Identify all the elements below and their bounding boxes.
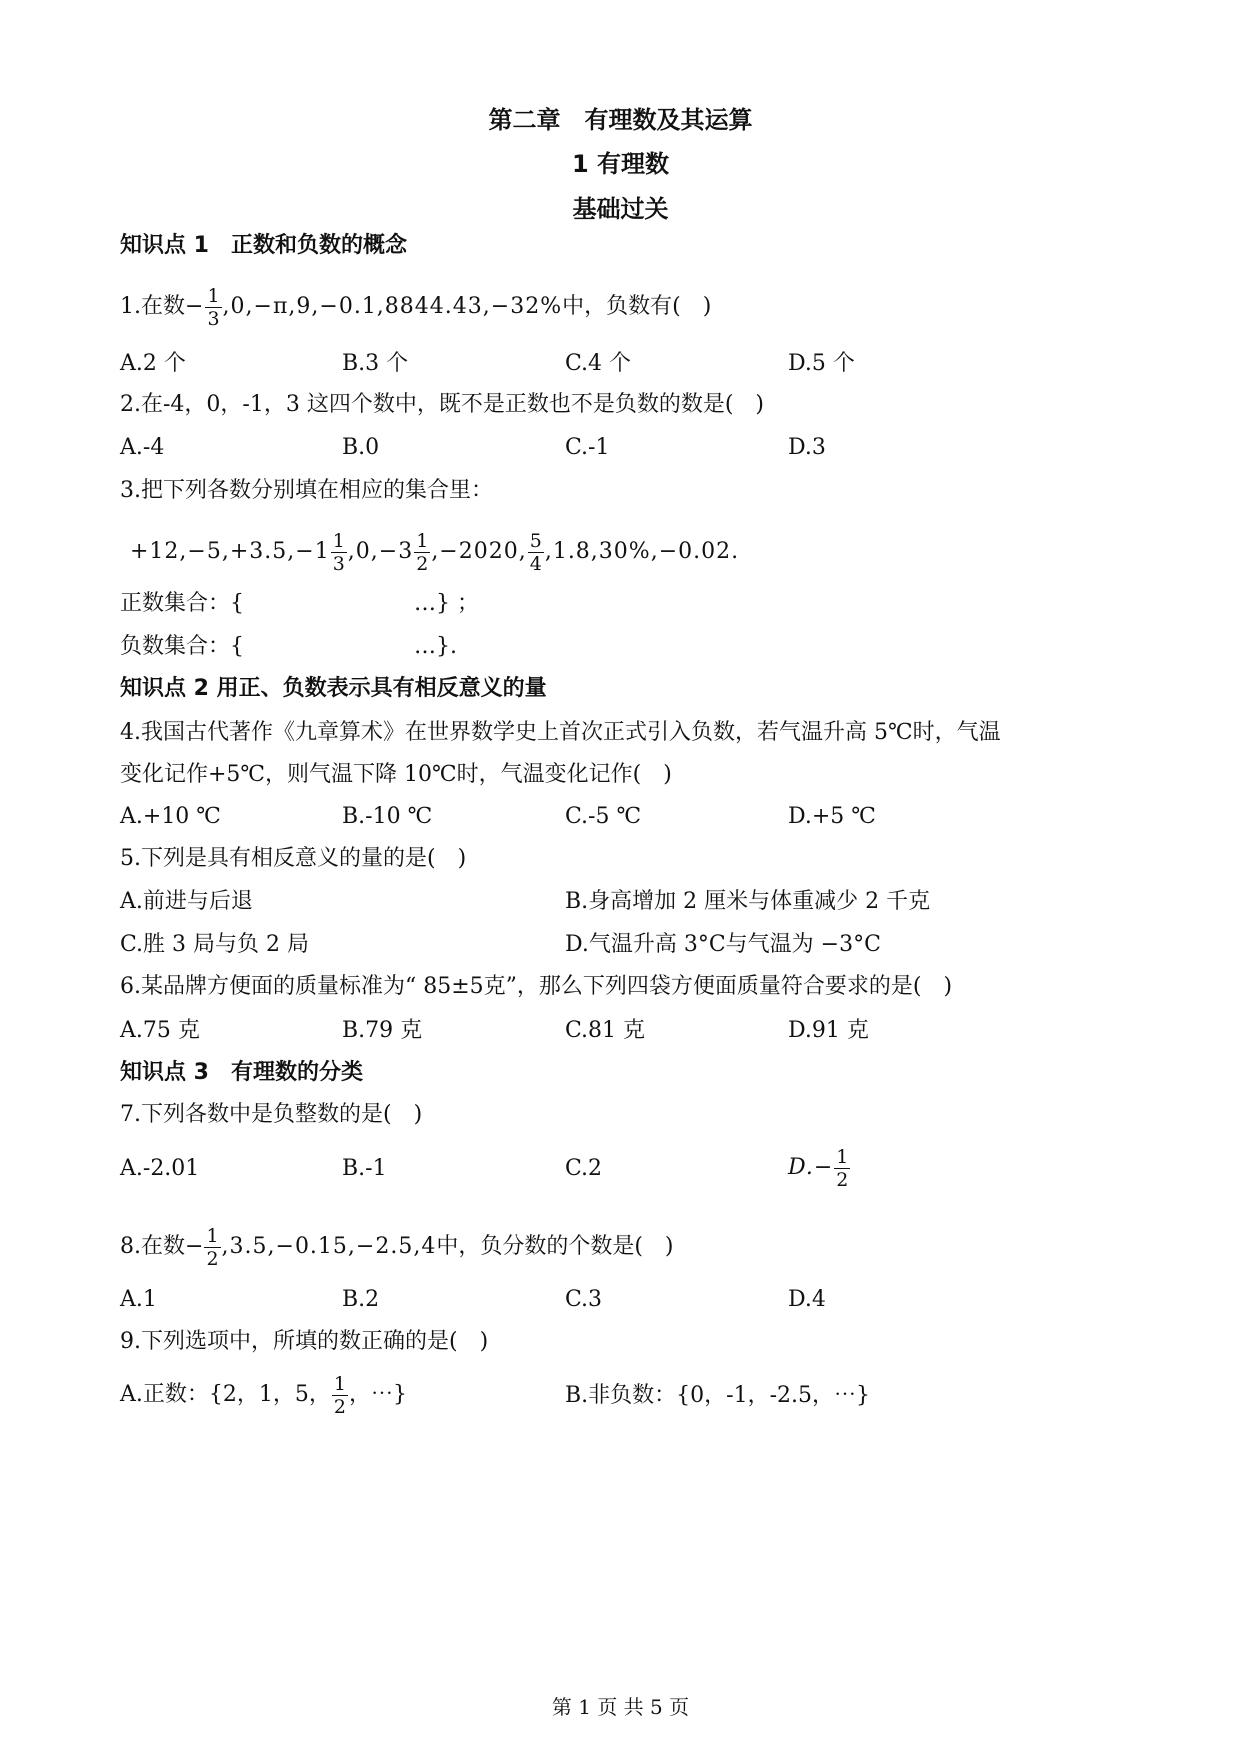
q3-part-3: ,−2020, <box>431 539 527 564</box>
q1-frac-num: 1 <box>207 284 220 307</box>
q1-suffix: 中，负数有( ) <box>562 294 712 319</box>
q3-number-list <box>130 527 739 577</box>
q4-option-d: D.+5 ℃ <box>788 804 876 829</box>
q3-fraction-3 <box>528 530 544 575</box>
q6-option-c: C.81 克 <box>565 1018 646 1043</box>
q5-option-c: C.胜 3 局与负 2 局 <box>120 932 310 957</box>
q4-option-b: B.-10 ℃ <box>342 804 433 829</box>
question-1 <box>120 282 711 332</box>
q3-f3-den: 4 <box>529 552 542 575</box>
q8-option-d: D.4 <box>788 1287 826 1312</box>
q1-prefix: 1.在数 <box>120 294 185 319</box>
q7-d-prefix: D.− <box>788 1155 834 1180</box>
q7-option-c: C.2 <box>565 1156 603 1181</box>
knowledge-point-2: 知识点 2 用正、负数表示具有相反意义的量 <box>120 676 547 701</box>
q7-d-den: 2 <box>836 1168 849 1191</box>
q9-a-den: 2 <box>333 1395 346 1418</box>
q3-f1-num: 1 <box>332 529 345 552</box>
question-5: 5.下列是具有相反意义的量的是( ) <box>120 846 467 871</box>
q9-a-fraction <box>332 1373 348 1418</box>
q3-fraction-2 <box>414 530 430 575</box>
q2-option-c: C.-1 <box>565 435 610 460</box>
q8-option-c: C.3 <box>565 1287 603 1312</box>
q3-part-4: ,1.8,30%,−0.02. <box>544 539 740 564</box>
knowledge-point-3: 知识点 3 有理数的分类 <box>120 1060 363 1085</box>
section-title: 1 有理数 <box>571 150 670 178</box>
q7-d-fraction <box>834 1146 850 1191</box>
q8-suffix: 中，负分数的个数是( ) <box>436 1234 674 1259</box>
q1-neg: − <box>185 294 205 319</box>
q5-option-d: D.气温升高 3°C与气温为 −3°C <box>565 932 881 957</box>
q3-part-1: +12,−5,+3.5,−1 <box>130 539 330 564</box>
q3-positive-set <box>120 588 479 620</box>
q8-list: ,3.5,−0.15,−2.5,4 <box>221 1234 437 1259</box>
q9-option-b: B.非负数：{0，-1，-2.5，⋯} <box>565 1383 871 1408</box>
q8-option-b: B.2 <box>342 1287 380 1312</box>
q9-option-a <box>120 1370 407 1420</box>
level-title: 基础过关 <box>572 195 669 223</box>
q7-option-a: A.-2.01 <box>120 1156 200 1181</box>
q1-option-b: B.3 个 <box>342 351 409 376</box>
q6-option-b: B.79 克 <box>342 1018 423 1043</box>
q2-option-b: B.0 <box>342 435 380 460</box>
q8-frac-num: 1 <box>206 1224 219 1247</box>
q3-f1-den: 3 <box>332 552 345 575</box>
q7-option-b: B.-1 <box>342 1156 387 1181</box>
q3-f2-den: 2 <box>416 552 429 575</box>
q5-option-b: B.身高增加 2 厘米与体重减少 2 千克 <box>565 889 931 914</box>
q3-negative-label: 负数集合：{ <box>120 634 244 659</box>
knowledge-point-1: 知识点 1 正数和负数的概念 <box>120 233 407 258</box>
q1-list: ,0,−π,9,−0.1,8844.43,−32% <box>222 294 563 319</box>
q1-option-c: C.4 个 <box>565 351 632 376</box>
q3-f2-num: 1 <box>416 529 429 552</box>
q7-d-num: 1 <box>836 1145 849 1168</box>
question-9: 9.下列选项中，所填的数正确的是( ) <box>120 1329 489 1354</box>
q9-a-prefix: A.正数：{2，1，5， <box>120 1382 331 1407</box>
q6-option-a: A.75 克 <box>120 1018 200 1043</box>
q1-fraction <box>205 285 221 330</box>
q9-a-num: 1 <box>333 1372 346 1395</box>
q4-option-c: C.-5 ℃ <box>565 804 642 829</box>
question-8 <box>120 1222 674 1272</box>
q5-option-a: A.前进与后退 <box>120 889 253 914</box>
question-3: 3.把下列各数分别填在相应的集合里： <box>120 478 493 503</box>
q2-option-d: D.3 <box>788 435 826 460</box>
q1-frac-den: 3 <box>207 307 220 330</box>
q3-positive-end: …} ； <box>414 591 479 616</box>
q8-prefix: 8.在数− <box>120 1234 204 1259</box>
q8-fraction <box>204 1225 220 1270</box>
q3-positive-label: 正数集合：{ <box>120 591 244 616</box>
q1-option-d: D.5 个 <box>788 351 855 376</box>
q4-option-a: A.+10 ℃ <box>120 804 221 829</box>
question-7: 7.下列各数中是负整数的是( ) <box>120 1102 423 1127</box>
page-footer: 第 1 页 共 5 页 <box>551 1695 690 1719</box>
q3-fraction-1 <box>331 530 347 575</box>
q2-option-a: A.-4 <box>120 435 165 460</box>
q8-option-a: A.1 <box>120 1287 157 1312</box>
question-2: 2.在-4，0，-1，3 这四个数中，既不是正数也不是负数的数是( ) <box>120 392 765 417</box>
q7-option-d <box>788 1143 851 1193</box>
q9-a-suffix: ，⋯} <box>348 1382 407 1407</box>
q3-part-2: ,0,−3 <box>347 539 414 564</box>
chapter-title: 第二章 有理数及其运算 <box>488 106 753 134</box>
q6-option-d: D.91 克 <box>788 1018 869 1043</box>
q3-negative-set <box>120 631 457 663</box>
q1-option-a: A.2 个 <box>120 351 186 376</box>
question-4-line-1: 4.我国古代著作《九章算术》在世界数学史上首次正式引入负数，若气温升高 5℃时，气温 <box>120 720 1001 745</box>
question-6: 6.某品牌方便面的质量标准为“ 85±5克”，那么下列四袋方便面质量符合要求的是( ) <box>120 974 953 999</box>
question-4-line-2: 变化记作+5℃，则气温下降 10℃时，气温变化记作( ) <box>120 762 672 787</box>
q3-negative-end: …}. <box>414 634 457 659</box>
q3-f3-num: 5 <box>529 529 542 552</box>
q8-frac-den: 2 <box>206 1247 219 1270</box>
